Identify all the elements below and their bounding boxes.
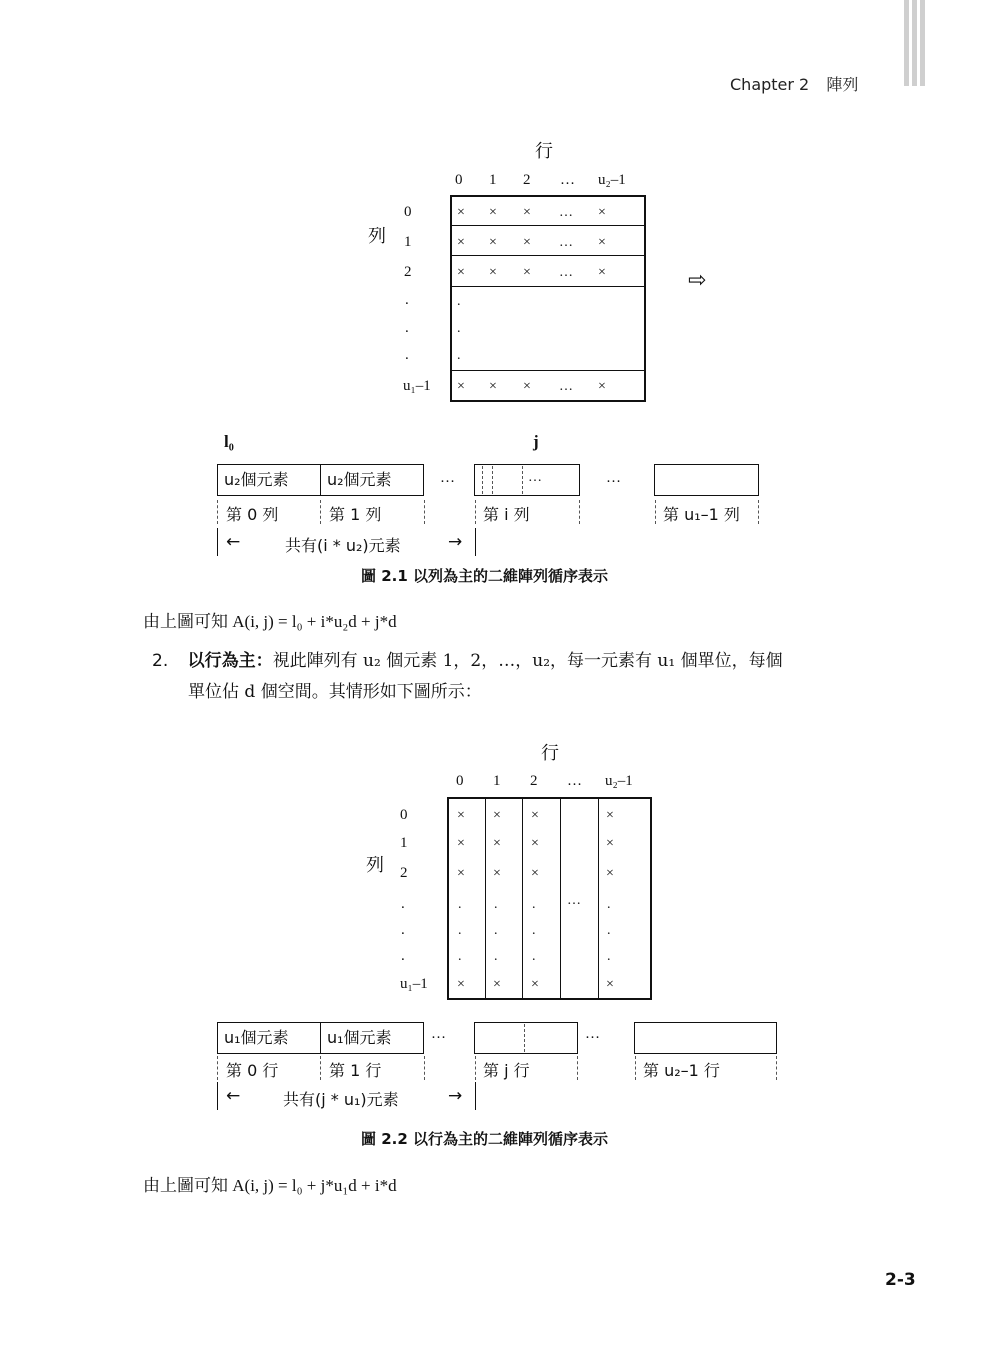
fig2-col-index-ellipsis: … <box>567 773 582 789</box>
fig1-start-address: l₀ <box>224 432 234 451</box>
fig2-cross: × <box>531 808 539 823</box>
fig2-mem-cell-0: u₁個元素 <box>217 1022 321 1054</box>
fig2-ellipsis: … <box>567 893 581 908</box>
fig1-tick <box>655 500 656 524</box>
fig1-dot: . <box>457 348 461 363</box>
fig2-span-right-arrow: → <box>448 1086 463 1106</box>
fig1-mem-label-last: 第 u₁–1 列 <box>663 505 740 524</box>
fig2-dot: . <box>532 897 536 912</box>
fig2-row-index-dot1: . <box>401 896 405 912</box>
fig1-mem-dots: … <box>606 470 621 486</box>
header-tab-bar-1 <box>904 0 909 86</box>
fig1-tick <box>579 500 580 524</box>
fig1-mem-cell-last <box>654 464 759 496</box>
fig2-row-index-0: 0 <box>400 807 408 823</box>
fig2-cross: × <box>606 866 614 881</box>
fig2-span-left-arrow: ← <box>226 1086 241 1106</box>
fig2-col-divider <box>522 798 523 999</box>
fig2-mem-label-0: 第 0 行 <box>226 1061 279 1080</box>
chapter-label: Chapter 2 <box>730 75 810 94</box>
formula-2: 由上圖可知 A(i, j) = l₀ + j*u₁d + i*d <box>143 1176 397 1195</box>
fig1-span-right-arrow: → <box>448 532 463 552</box>
fig1-span-right-bar <box>475 528 476 556</box>
fig1-row-index-1: 1 <box>404 234 412 250</box>
fig2-cross: × <box>457 808 465 823</box>
fig2-tick <box>475 1056 476 1080</box>
fig1-cross: × <box>457 235 465 250</box>
fig2-row-index-last: u₁–1 <box>400 976 428 992</box>
fig2-dot: . <box>532 923 536 938</box>
fig2-tick <box>424 1056 425 1080</box>
item-2-lead: 以行為主： <box>187 651 273 671</box>
fig2-cross: × <box>457 836 465 851</box>
fig2-col-divider <box>598 798 599 999</box>
fig2-dot: . <box>458 949 462 964</box>
fig2-dot: . <box>494 949 498 964</box>
fig2-dot: . <box>494 897 498 912</box>
fig1-ellipsis: … <box>559 205 573 220</box>
fig1-ellipsis: … <box>559 265 573 280</box>
fig2-col-label: 行 <box>541 743 559 764</box>
fig1-cross: × <box>489 265 497 280</box>
header-tab-bar-2 <box>912 0 917 86</box>
page-number: 2-3 <box>885 1270 916 1290</box>
formula-1: 由上圖可知 A(i, j) = l₀ + i*u₂d + j*d <box>143 612 397 631</box>
fig2-mem-label-1: 第 1 行 <box>329 1061 382 1080</box>
fig2-dot: . <box>494 923 498 938</box>
item-2-text-line2: 單位佔 d 個空間。其情形如下圖所示： <box>188 682 482 702</box>
fig2-tick <box>217 1056 218 1080</box>
item-2-text-line1: 視此陣列有 u₂ 個元素 1，2，…，u₂，每一元素有 u₁ 個單位，每個 <box>272 651 783 671</box>
fig2-dot: . <box>607 897 611 912</box>
fig1-tick <box>758 500 759 524</box>
fig2-mem-cell-1: u₁個元素 <box>320 1022 424 1054</box>
fig2-col-divider <box>485 798 486 999</box>
fig2-col-divider <box>560 798 561 999</box>
fig2-cross: × <box>531 836 539 851</box>
fig1-row-divider <box>451 225 645 226</box>
fig2-dot: . <box>458 897 462 912</box>
fig1-cross: × <box>523 265 531 280</box>
header-tab-bar-3 <box>920 0 925 86</box>
fig2-tick <box>635 1056 636 1080</box>
fig1-col-label: 行 <box>535 141 553 162</box>
fig2-tick <box>776 1056 777 1080</box>
fig1-row-divider <box>451 286 645 287</box>
fig2-mem-label-j: 第 j 行 <box>483 1061 530 1080</box>
fig1-col-index-0: 0 <box>455 172 463 188</box>
fig1-span-left-arrow: ← <box>226 532 241 552</box>
fig1-row-index-2: 2 <box>404 264 412 280</box>
fig1-row-divider <box>451 370 645 371</box>
fig2-cross: × <box>493 808 501 823</box>
fig1-row-index-dot1: . <box>405 292 409 308</box>
fig1-cross: × <box>489 205 497 220</box>
fig1-tick <box>475 500 476 524</box>
fig2-mem-dots: … <box>585 1026 600 1042</box>
fig2-cross: × <box>606 977 614 992</box>
fig1-cross: × <box>523 379 531 394</box>
fig2-caption: 圖 2.2 以行為主的二維陣列循序表示 <box>361 1130 609 1148</box>
fig1-ellipsis: … <box>559 235 573 250</box>
fig2-dot: . <box>607 949 611 964</box>
fig1-cross: × <box>523 235 531 250</box>
fig2-tick <box>320 1056 321 1080</box>
fig2-row-label: 列 <box>366 855 384 876</box>
fig1-mem-cell-divider <box>522 466 523 494</box>
fig1-row-index-last: u₁–1 <box>403 378 431 394</box>
fig1-span-left-bar <box>217 528 218 556</box>
fig1-mem-label-0: 第 0 列 <box>226 505 279 524</box>
fig1-cross: × <box>457 265 465 280</box>
fig1-row-index-dot2: . <box>405 320 409 336</box>
fig1-col-index-ellipsis: … <box>560 172 575 188</box>
fig2-cross: × <box>606 836 614 851</box>
fig2-cross: × <box>531 977 539 992</box>
fig2-mem-dots: … <box>431 1026 446 1042</box>
fig1-cross: × <box>598 379 606 394</box>
fig1-mem-label-1: 第 1 列 <box>329 505 382 524</box>
fig2-dot: . <box>458 923 462 938</box>
fig1-mem-cell-divider <box>492 466 493 494</box>
fig2-span-left-bar <box>217 1082 218 1110</box>
fig2-dot: . <box>607 923 611 938</box>
fig2-cross: × <box>606 808 614 823</box>
fig2-matrix-box <box>447 797 652 1000</box>
fig2-cross: × <box>457 977 465 992</box>
fig1-ellipsis: … <box>559 379 573 394</box>
fig2-col-index-last: u₂–1 <box>605 773 633 789</box>
fig1-col-index-last: u₂–1 <box>598 172 626 188</box>
fig1-col-index-2: 2 <box>523 172 531 188</box>
fig1-row-index-0: 0 <box>404 204 412 220</box>
fig1-row-label: 列 <box>368 226 386 247</box>
chapter-header <box>730 72 858 95</box>
fig1-tick <box>217 500 218 524</box>
fig2-cross: × <box>493 836 501 851</box>
fig2-row-index-2: 2 <box>400 865 408 881</box>
fig2-row-index-1: 1 <box>400 835 408 851</box>
fig2-row-index-dot3: . <box>401 948 405 964</box>
fig2-col-index-1: 1 <box>493 773 501 789</box>
fig2-mem-label-last: 第 u₂–1 行 <box>643 1061 720 1080</box>
fig1-dot: . <box>457 321 461 336</box>
fig1-tick <box>424 500 425 524</box>
fig1-cross: × <box>598 205 606 220</box>
fig2-cross: × <box>493 866 501 881</box>
item-2-number: 2. <box>152 651 169 671</box>
fig1-cross: × <box>489 235 497 250</box>
fig2-col-index-0: 0 <box>456 773 464 789</box>
fig1-cross: × <box>598 235 606 250</box>
fig2-mem-cell-last <box>634 1022 777 1054</box>
fig1-mem-cell-1: u₂個元素 <box>320 464 424 496</box>
fig2-tick <box>577 1056 578 1080</box>
fig1-row-divider <box>451 255 645 256</box>
fig2-mem-cell-j <box>474 1022 578 1054</box>
fig1-dot: . <box>457 294 461 309</box>
fig1-cross: × <box>598 265 606 280</box>
fig1-span-text: 共有(i * u₂)元素 <box>285 536 401 555</box>
fig1-cross: × <box>457 379 465 394</box>
chapter-title: 陣列 <box>826 75 859 94</box>
fig2-cross: × <box>457 866 465 881</box>
fig2-span-right-bar <box>475 1082 476 1110</box>
fig1-mem-cell-0: u₂個元素 <box>217 464 321 496</box>
fig2-mem-cell-divider <box>524 1024 525 1052</box>
fig2-row-index-dot2: . <box>401 922 405 938</box>
fig1-j-label: j <box>533 432 539 451</box>
fig1-row-index-dot3: . <box>405 347 409 363</box>
fig1-cross: × <box>457 205 465 220</box>
fig1-tick <box>320 500 321 524</box>
fig1-arrow-icon: ⇨ <box>688 268 707 293</box>
fig1-mem-cell-i <box>474 464 580 496</box>
fig2-col-index-2: 2 <box>530 773 538 789</box>
fig1-mem-label-i: 第 i 列 <box>483 505 530 524</box>
item-2-paragraph <box>152 646 872 702</box>
fig2-cross: × <box>531 866 539 881</box>
fig1-cross: × <box>489 379 497 394</box>
fig2-dot: . <box>532 949 536 964</box>
fig1-mem-inner-dots: … <box>528 470 542 485</box>
fig2-span-text: 共有(j * u₁)元素 <box>283 1090 399 1109</box>
fig2-cross: × <box>493 977 501 992</box>
fig1-caption: 圖 2.1 以列為主的二維陣列循序表示 <box>361 567 609 585</box>
fig1-mem-cell-divider <box>482 466 483 494</box>
fig1-mem-dots: … <box>440 470 455 486</box>
fig1-cross: × <box>523 205 531 220</box>
fig1-col-index-1: 1 <box>489 172 497 188</box>
